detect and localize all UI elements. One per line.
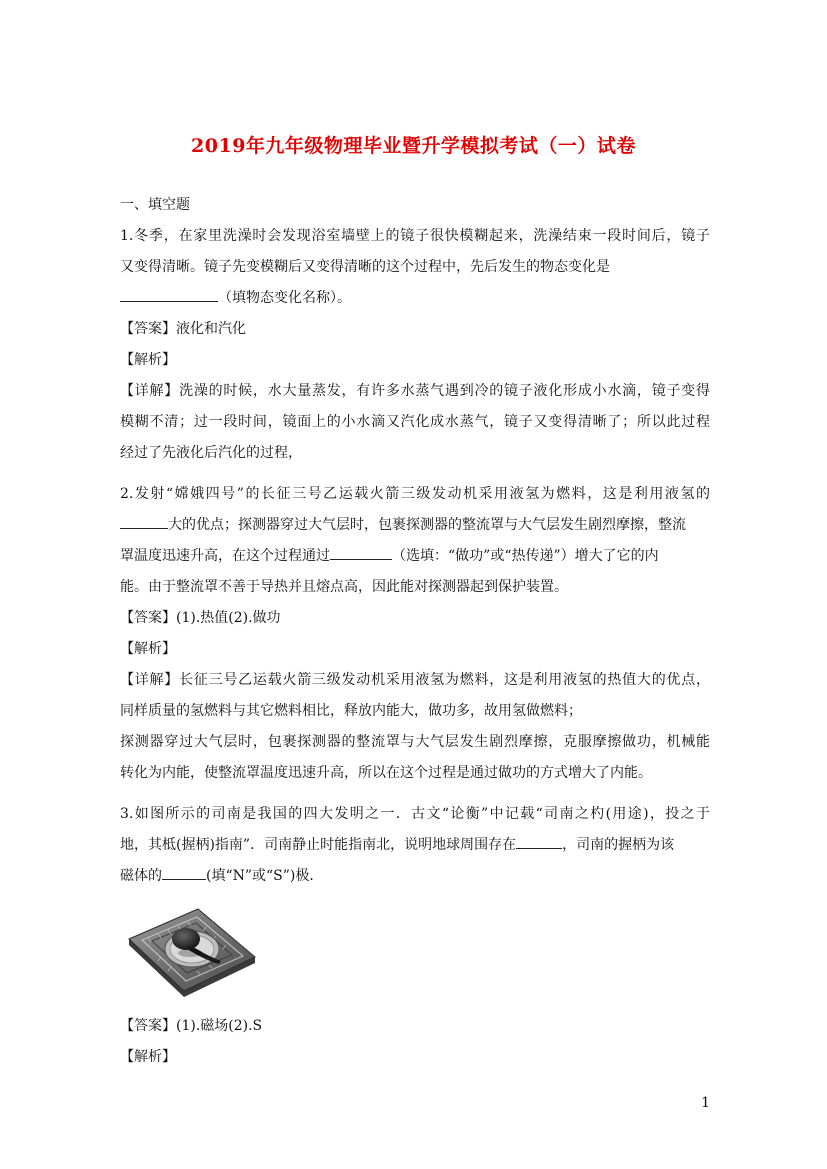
question-3-answer <box>120 1011 710 1073</box>
answer-line: 【答案】(1).热值(2).做功 <box>120 610 281 626</box>
question-text-fragment: ，司南的握柄为该 <box>562 837 675 853</box>
detail-line: 同样质量的氢燃料与其它燃料相比，释放内能大，做功多，故用氢做燃料； <box>120 703 582 719</box>
question-text-line: 又变得清晰。镜子先变模糊后又变得清晰的这个过程中，先后发生的物态变化是 <box>120 259 610 275</box>
analysis-label: 【解析】 <box>120 352 176 368</box>
answer-line: 【答案】液化和汽化 <box>120 321 246 337</box>
question-text-line <box>120 283 710 314</box>
answer-blank <box>120 283 218 302</box>
analysis-label: 【解析】 <box>120 1049 176 1065</box>
question-text-fragment: 大的优点；探测器穿过大气层时，包裹探测器的整流罩与大气层发生剧烈摩擦，整流 <box>168 517 686 533</box>
question-text-line <box>120 510 710 541</box>
question-text-line: 3.如图所示的司南是我国的四大发明之一．古文“论衡”中记载“司南之杓(用途)，投之于 <box>120 806 710 822</box>
detail-line: 模糊不清；过一段时间，镜面上的小水滴又汽化成水蒸气，镜子又变得清晰了；所以此过程 <box>120 414 710 430</box>
question-text-fragment: 地，其柢(握柄)指南”．司南静止时能指南北，说明地球周围存在 <box>120 837 517 853</box>
answer-blank <box>330 541 392 560</box>
detail-line: 探测器穿过大气层时，包裹探测器的整流罩与大气层发生剧烈摩擦，克服摩擦做功，机械能 <box>120 734 710 750</box>
section-heading-block <box>120 190 710 221</box>
question-text-line <box>120 830 710 861</box>
answer-line: 【答案】(1).磁场(2).S <box>120 1018 263 1034</box>
question-text-fragment: (填“N”或“S”)极． <box>206 868 324 884</box>
question-text-line <box>120 541 710 572</box>
question-3 <box>120 799 710 892</box>
page-number: 1 <box>701 1095 710 1111</box>
question-1 <box>120 221 710 469</box>
question-text-line <box>120 861 710 892</box>
question-text-fragment: （填物态变化名称）。 <box>218 290 351 306</box>
question-text-fragment: 磁体的 <box>120 868 162 884</box>
answer-blank <box>120 510 168 529</box>
detail-line: 【详解】长征三号乙运载火箭三级发动机采用液氢为燃料，这是利用液氢的热值大的优点， <box>120 672 710 688</box>
page-title: 2019年九年级物理毕业暨升学模拟考试（一）试卷 <box>191 135 636 157</box>
si-nan-compass-icon <box>126 905 258 997</box>
question-text-line: 2.发射“嫦娥四号”的长征三号乙运载火箭三级发动机采用液氢为燃料，这是利用液氢的 <box>120 486 710 502</box>
answer-blank <box>516 830 562 849</box>
detail-line: 经过了先液化后汽化的过程， <box>120 445 302 461</box>
detail-line: 【详解】洗澡的时候，水大量蒸发，有许多水蒸气遇到冷的镜子液化形成小水滴，镜子变得 <box>120 383 710 399</box>
question-2 <box>120 479 710 789</box>
detail-line: 转化为内能，使整流罩温度迅速升高，所以在这个过程是通过做功的方式增大了内能。 <box>120 765 652 781</box>
question-text-line: 1.冬季，在家里洗澡时会发现浴室墙壁上的镜子很快模糊起来，洗澡结束一段时间后，镜子 <box>120 228 710 244</box>
question-text-line: 能。由于整流罩不善于导热并且熔点高，因此能对探测器起到保护装置。 <box>120 579 568 595</box>
question-text-fragment: （选填：“做功”或“热传递”）增大了它的内 <box>392 548 659 564</box>
question-text-fragment: 罩温度迅速升高，在这个过程通过 <box>120 548 330 564</box>
answer-blank <box>162 861 206 880</box>
analysis-label: 【解析】 <box>120 641 176 657</box>
section-heading: 一、填空题 <box>120 197 190 213</box>
